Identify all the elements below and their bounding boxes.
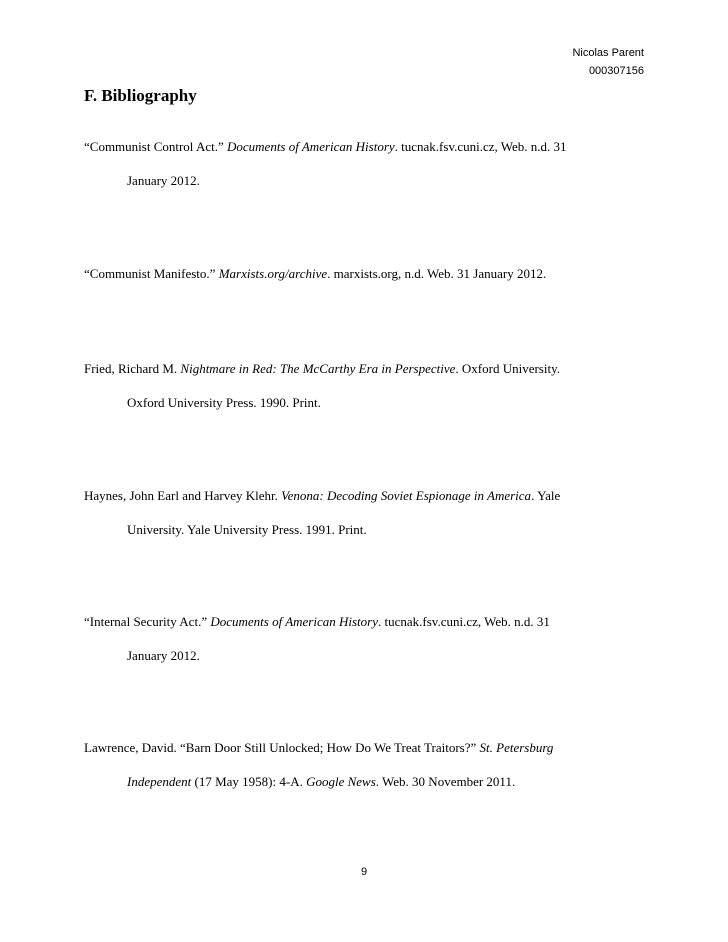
bibliography-entry: Fried, Richard M. Nightmare in Red: The McCarthy Era in Perspective. Oxford University. Oxford University Press. 1990. Print. [84,361,560,410]
source-title: St. Petersburg [479,740,554,755]
source-title: Venona: Decoding Soviet Espionage in America [281,488,532,503]
source-title: Independent [127,774,192,789]
bibliography-entry: “Internal Security Act.” Documents of American History. tucnak.fsv.cuni.cz, Web. n.d. 31 January 2012. [84,614,550,663]
source-title: Nightmare in Red: The McCarthy Era in Perspective [180,361,456,376]
source-title: Documents of American History [210,614,378,629]
source-title: Google News [306,774,376,789]
bibliography-entry: “Communist Control Act.” Documents of American History. tucnak.fsv.cuni.cz, Web. n.d. 31 January 2012. [84,139,567,188]
page-number: 9 [360,866,368,878]
bibliography-entry: Haynes, John Earl and Harvey Klehr. Venona: Decoding Soviet Espionage in America. Yale University. Yale University Press. 1991. Print. [84,488,561,537]
section-heading: F. Bibliography [84,86,197,105]
page-header [572,44,644,80]
bibliography-entry: “Communist Manifesto.” Marxists.org/archive. marxists.org, n.d. Web. 31 January 2012. [84,266,547,281]
source-title: Documents of American History [227,139,395,154]
author-name: Nicolas Parent [572,47,644,59]
bibliography-entry: Lawrence, David. “Barn Door Still Unlocked; How Do We Treat Traitors?” St. Petersburg Independent (17 May 1958): 4-A. Google News. Web. 30 November 2011. [84,740,554,789]
source-title: Marxists.org/archive [218,266,328,281]
student-id: 000307156 [588,65,644,77]
